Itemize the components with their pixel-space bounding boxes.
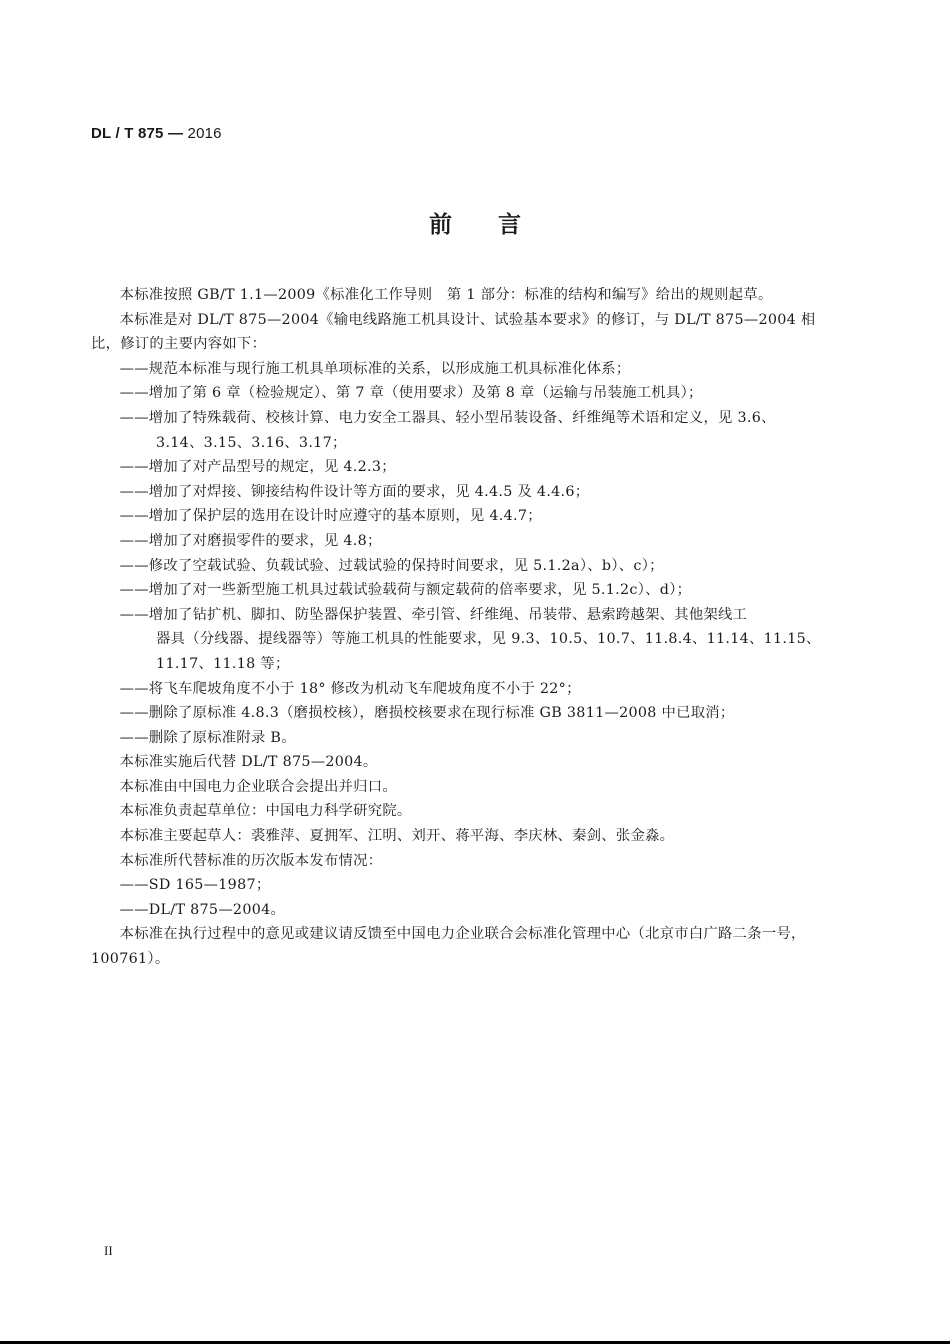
paragraph: 本标准是对 DL/T 875—2004《输电线路施工机具设计、试验基本要求》的修订，与 DL/T 875—2004 相比，修订的主要内容如下：: [91, 311, 816, 353]
document-code: [91, 125, 222, 142]
paragraph: 本标准实施后代替 DL/T 875—2004。: [119, 754, 378, 771]
standard-code: DL / T 875: [91, 125, 164, 142]
standard-year: 2016: [187, 125, 222, 142]
page-title: 前 言: [429, 211, 521, 238]
list-item-line: 3.14、3.15、3.16、3.17；: [156, 434, 347, 451]
page-number: II: [104, 1243, 113, 1258]
list-item: ——增加了保护层的选用在设计时应遵守的基本原则，见 4.4.7；: [119, 508, 542, 525]
foreword-body: [91, 283, 843, 972]
list-item: [91, 603, 843, 677]
list-item-line: 11.17、11.18 等；: [156, 655, 290, 672]
paragraph: 本标准负责起草单位：中国电力科学研究院。: [119, 803, 412, 820]
list-item: ——删除了原标准附录 B。: [119, 729, 296, 746]
list-item: ——增加了对焊接、铆接结构件设计等方面的要求，见 4.4.5 及 4.4.6；: [119, 483, 590, 500]
paragraph: 本标准在执行过程中的意见或建议请反馈至中国电力企业联合会标准化管理中心（北京市白广路二条一号，100761）。: [91, 926, 806, 968]
paragraph: 本标准由中国电力企业联合会提出并归口。: [119, 778, 397, 795]
list-item: ——删除了原标准 4.8.3（磨损校核），磨损校核要求在现行标准 GB 3811—2008 中已取消；: [119, 705, 735, 722]
code-separator: —: [163, 125, 188, 142]
list-item: ——增加了第 6 章（检验规定）、第 7 章（使用要求）及第 8 章（运输与吊装施工机具）；: [119, 385, 703, 402]
list-item: ——修改了空载试验、负载试验、过载试验的保持时间要求，见 5.1.2a）、b）、c）；: [119, 557, 664, 574]
list-item-line: ——增加了钻扩机、脚扣、防坠器保护装置、牵引管、纤维绳、吊装带、悬索跨越架、其他架线工: [119, 606, 748, 623]
list-item: ——增加了对一些新型施工机具过载试验载荷与额定载荷的倍率要求，见 5.1.2c）、d）；: [119, 582, 692, 599]
list-item: ——增加了对磨损零件的要求，见 4.8；: [119, 532, 382, 549]
list-item: ——SD 165—1987；: [119, 877, 271, 894]
list-item: ——增加了对产品型号的规定，见 4.2.3；: [119, 459, 396, 476]
list-item: ——规范本标准与现行施工机具单项标准的关系，以形成施工机具标准化体系；: [119, 360, 631, 377]
paragraph: 本标准按照 GB/T 1.1—2009《标准化工作导则 第 1 部分：标准的结构和编写》给出的规则起草。: [119, 287, 773, 303]
paragraph: 本标准主要起草人：裘雅萍、夏拥军、江明、刘开、蒋平海、李庆林、秦剑、张金淼。: [119, 828, 675, 845]
list-item-line: 器具（分线器、提线器等）等施工机具的性能要求，见 9.3、10.5、10.7、11.8.4、11.14、11.15、: [156, 631, 821, 648]
list-item: [91, 406, 843, 455]
paragraph: 本标准所代替标准的历次版本发布情况：: [119, 852, 383, 869]
list-item-line: ——增加了特殊载荷、校核计算、电力安全工器具、轻小型吊装设备、纤维绳等术语和定义，见 3.6、: [119, 409, 776, 426]
list-item: ——将飞车爬坡角度不小于 18° 修改为机动飞车爬坡角度不小于 22°；: [119, 680, 581, 697]
list-item: ——DL/T 875—2004。: [119, 901, 286, 918]
